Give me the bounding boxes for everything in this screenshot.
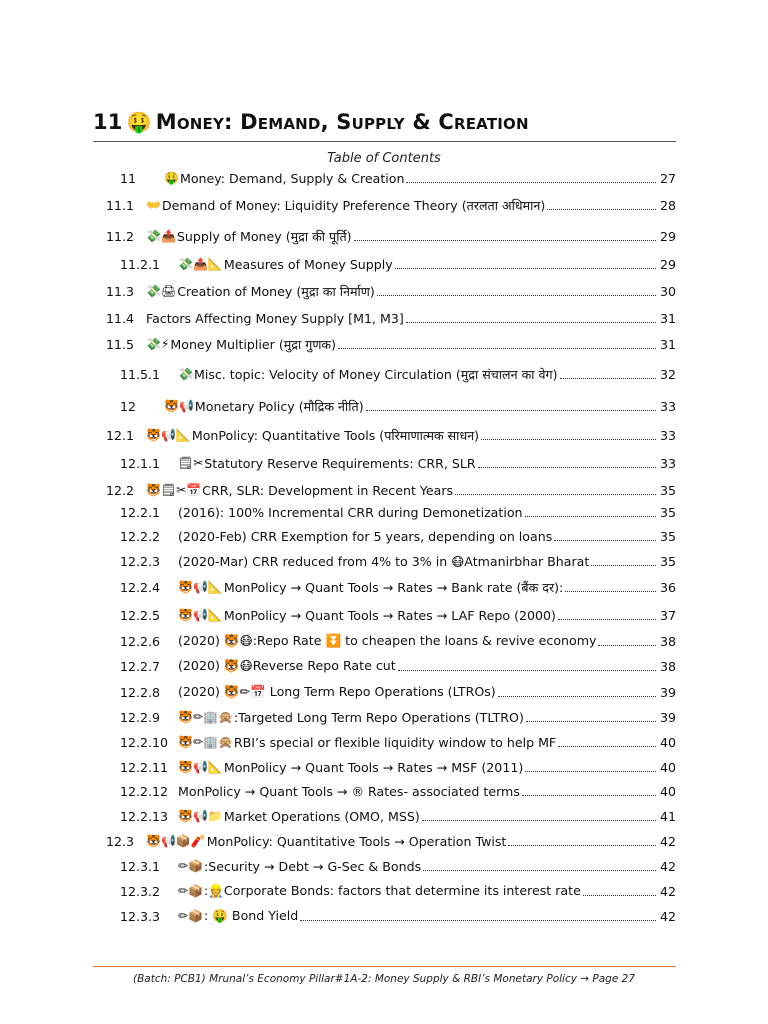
toc-leader-dots [558,746,656,747]
toc-entry-page: 40 [659,783,676,799]
toc-entry-number: 12.1 [106,427,135,443]
toc-entry-title: CRR, SLR: Development in Recent Years [202,482,454,498]
toc-entry[interactable] [93,551,676,571]
toc-entry-page: 35 [659,553,676,569]
toc-leader-dots [423,870,656,871]
toc-entry-title: MonPolicy: Quantitative Tools → Operation Twist [206,833,507,849]
toc-entry-number: 11.1 [106,197,135,213]
toc-entry-icons: 🐯📢 [164,399,194,413]
toc-entry-title: (2020) 🐯😷:Repo Rate ⏬ to cheapen the loans & revive economy [178,633,597,648]
toc-leader-dots [583,895,656,896]
toc-entry-number: 12.1.1 [120,455,161,471]
toc-entry-page: 35 [659,482,676,498]
toc-entry-icons: 🐯📢📐 [178,760,223,774]
toc-entry-title: Demand of Money: Liquidity Preference Theory (तरलता अधिमान) [161,197,546,213]
toc-entry[interactable] [93,881,676,901]
toc-leader-dots [558,619,656,620]
toc-entry-page: 31 [659,336,676,352]
toc-entry[interactable] [93,502,676,522]
toc-entry-title: Misc. topic: Velocity of Money Circulation (मुद्रा संचालन का वेग) [193,366,558,382]
toc-entry[interactable] [93,480,676,500]
toc-entry-number: 11.3 [106,283,135,299]
toc-entry[interactable] [93,425,676,445]
toc-entry-page: 42 [659,883,676,899]
toc-entry-page: 38 [659,658,676,674]
toc-entry[interactable] [93,856,676,876]
toc-leader-dots [591,565,656,566]
toc-entry-title: Measures of Money Supply [223,256,393,272]
toc-leader-dots [547,209,656,210]
toc-leader-dots [406,182,656,183]
toc-leader-dots [554,540,656,541]
toc-entry-number: 12.2.8 [120,684,161,700]
toc-leader-dots [455,494,656,495]
toc-leader-dots [366,410,656,411]
toc-leader-dots [525,516,656,517]
toc-entry-icons: 💸🖨 [146,284,177,298]
toc-entry-title: (2020) 🐯✏📅 Long Term Repo Operations (LTROs) [178,684,496,699]
toc-entry[interactable] [93,656,676,676]
toc-entry[interactable] [93,605,676,625]
toc-entry[interactable] [93,732,676,752]
toc-entry-icons: 🐯✏🏢🙊 [178,735,233,749]
toc-entry-icons: 👐 [146,198,161,212]
toc-entry-page: 40 [659,734,676,750]
toc-entry-page: 29 [659,256,676,272]
toc-entry-number: 12.2.1 [120,504,161,520]
toc-entry-title: Creation of Money (मुद्रा का निर्माण) [177,283,375,299]
toc-entry-page: 27 [659,170,676,186]
toc-entry-number: 12.2.2 [120,528,161,544]
toc-leader-dots [377,295,656,296]
money-face-icon: 🤑 [126,110,152,134]
toc-entry[interactable] [93,168,676,188]
heading-rule [93,141,676,142]
toc-entry-page: 33 [659,455,676,471]
page-footer: (Batch: PCB1) Mrunal’s Economy Pillar#1A-2: Money Supply & RBI’s Monetary Policy → Page 27 [132,973,636,985]
toc-entry-page: 42 [659,833,676,849]
toc-entry[interactable] [93,781,676,801]
toc-entry-number: 11.5 [106,336,135,352]
toc-entry-page: 30 [659,283,676,299]
toc-entry-number: 12.3.2 [120,883,161,899]
toc-entry-icons: 💸 [178,367,193,381]
toc-entry[interactable] [93,453,676,473]
toc-entry[interactable] [93,281,676,301]
toc-entry[interactable] [93,831,676,851]
toc-entry-icons: 🐯🗒✂📅 [146,483,202,497]
toc-entry-page: 39 [659,684,676,700]
toc-entry[interactable] [93,682,676,702]
toc-entry-title: MonPolicy → Quant Tools → Rates → LAF Repo (2000) [223,607,556,623]
toc-entry-number: 11.4 [106,310,135,326]
toc-entry-icons: ✏📦 [178,884,203,898]
toc-entry-icons: 🐯✏🏢🙊 [178,710,233,724]
toc-entry-page: 29 [659,228,676,244]
chapter-title: Money: Demand, Supply & Creation [155,110,529,134]
toc-entry-icons: 🐯📢📦🧨 [146,834,206,848]
toc-entry-page: 42 [659,908,676,924]
toc-entry-number: 12.3.3 [120,908,161,924]
toc-entry[interactable] [93,577,676,597]
toc-entry-icons: 🗒✂ [178,456,204,470]
toc-entry-title: :👷Corporate Bonds: factors that determine its interest rate [204,883,581,898]
toc-entry-number: 12.2.3 [120,553,161,569]
toc-entry-title: RBI’s special or flexible liquidity window to help MF [233,734,557,750]
toc-entry-page: 39 [659,709,676,725]
toc-entry[interactable] [93,226,676,246]
toc-entry-title: MonPolicy → Quant Tools → Rates → MSF (2011) [223,759,524,775]
toc-entry-number: 12.2.12 [120,783,169,799]
toc-entry-number: 11.2 [106,228,135,244]
toc-entry-page: 36 [659,579,676,595]
toc-leader-dots [338,348,656,349]
toc-entry[interactable] [93,334,676,354]
toc-entry-number: 12.2.10 [120,734,169,750]
toc-leader-dots [522,795,656,796]
toc-entry-title: (2020) 🐯😷Reverse Repo Rate cut [178,658,396,673]
toc-entry[interactable] [93,631,676,651]
toc-entry-title: Factors Affecting Money Supply [M1, M3] [146,310,404,326]
toc-entry-page: 40 [659,759,676,775]
toc-entry-title: :Targeted Long Term Repo Operations (TLTRO) [233,709,524,725]
toc-entry-title: MonPolicy → Quant Tools → ® Rates- associated terms [178,783,520,799]
toc-entry-number: 12.2.9 [120,709,161,725]
toc-entry-number: 12 [120,398,137,414]
toc-leader-dots [398,670,656,671]
toc-leader-dots [422,820,656,821]
toc-entry-number: 12.3.1 [120,858,161,874]
toc-entry[interactable] [93,906,676,926]
toc-entry[interactable] [93,526,676,546]
toc-entry-page: 41 [659,808,676,824]
toc-entry-title: : 🤑 Bond Yield [204,908,299,923]
toc-leader-dots [300,920,656,921]
toc-entry-page: 37 [659,607,676,623]
toc-leader-dots [478,467,656,468]
toc-entry-title: :Security → Debt → G-Sec & Bonds [204,858,422,874]
toc-entry-page: 33 [659,427,676,443]
toc-entry-number: 12.2.7 [120,658,161,674]
toc-leader-dots [498,696,656,697]
toc-entry-icons: 💸📤📐 [178,257,223,271]
toc-entry[interactable] [93,308,676,328]
chapter-heading [93,110,678,134]
toc-title: Table of Contents [327,151,441,166]
toc-entry-page: 42 [659,858,676,874]
toc-entry-title: Money: Demand, Supply & Creation [179,170,405,186]
toc-entry[interactable] [93,396,676,416]
toc-entry-title: Money Multiplier (मुद्रा गुणक) [170,336,337,352]
toc-leader-dots [525,771,656,772]
toc-entry-page: 38 [659,633,676,649]
toc-entry-page: 31 [659,310,676,326]
toc-entry-number: 12.2.13 [120,808,169,824]
toc-entry-title: Monetary Policy (मौद्रिक नीति) [194,398,364,414]
toc-entry-page: 28 [659,197,676,213]
toc-entry-title: Market Operations (OMO, MSS) [223,808,420,824]
toc-entry-number: 11.5.1 [120,366,161,382]
toc-entry-icons: 💸⚡ [146,337,170,351]
toc-leader-dots [598,645,656,646]
chapter-number: 11 [93,110,123,134]
toc-entry-number: 11 [120,170,137,186]
toc-leader-dots [406,322,656,323]
toc-entry-title: (2016): 100% Incremental CRR during Demonetization [178,504,523,520]
toc-entry-number: 12.2 [106,482,135,498]
toc-leader-dots [395,268,656,269]
toc-entry-page: 35 [659,528,676,544]
toc-entry-number: 11.2.1 [120,256,161,272]
toc-entry-title: (2020-Mar) CRR reduced from 4% to 3% in 😷Atmanirbhar Bharat [178,553,590,569]
toc-entry-title: Supply of Money (मुद्रा की पूर्ति) [176,228,352,244]
toc-entry-icons: ✏📦 [178,909,203,923]
toc-entry-page: 33 [659,398,676,414]
toc-entry[interactable] [93,254,676,274]
footer-rule [93,966,676,967]
toc-leader-dots [565,591,656,592]
toc-entry-title: (2020-Feb) CRR Exemption for 5 years, depending on loans [178,528,553,544]
toc-entry[interactable] [93,757,676,777]
toc-entry-icons: 🤑 [164,171,179,185]
toc-entry-number: 12.2.4 [120,579,161,595]
toc-leader-dots [508,845,656,846]
toc-entry-number: 12.3 [106,833,135,849]
toc-entry-icons: 🐯📢📐 [178,580,223,594]
toc-entry-title: MonPolicy: Quantitative Tools (परिमाणात्मक साधन) [191,427,480,443]
toc-entry-title: Statutory Reserve Requirements: CRR, SLR [204,455,476,471]
toc-leader-dots [526,721,656,722]
toc-entry-icons: 🐯📢📐 [178,608,223,622]
toc-entry-number: 12.2.5 [120,607,161,623]
toc-entry[interactable] [93,806,676,826]
toc-entry[interactable] [93,195,676,215]
toc-entry-icons: 💸📤 [146,229,176,243]
toc-leader-dots [481,439,656,440]
toc-leader-dots [560,378,656,379]
toc-entry-page: 32 [659,366,676,382]
toc-entry-title: MonPolicy → Quant Tools → Rates → Bank rate (बैंक दर): [223,579,564,595]
toc-entry[interactable] [93,707,676,727]
toc-entry[interactable] [93,364,676,384]
toc-leader-dots [354,240,656,241]
toc-entry-icons: 🐯📢📁 [178,809,223,823]
toc-entry-page: 35 [659,504,676,520]
toc-entry-number: 12.2.11 [120,759,169,775]
toc-entry-icons: ✏📦 [178,859,203,873]
toc-entry-icons: 🐯📢📐 [146,428,191,442]
toc-entry-number: 12.2.6 [120,633,161,649]
